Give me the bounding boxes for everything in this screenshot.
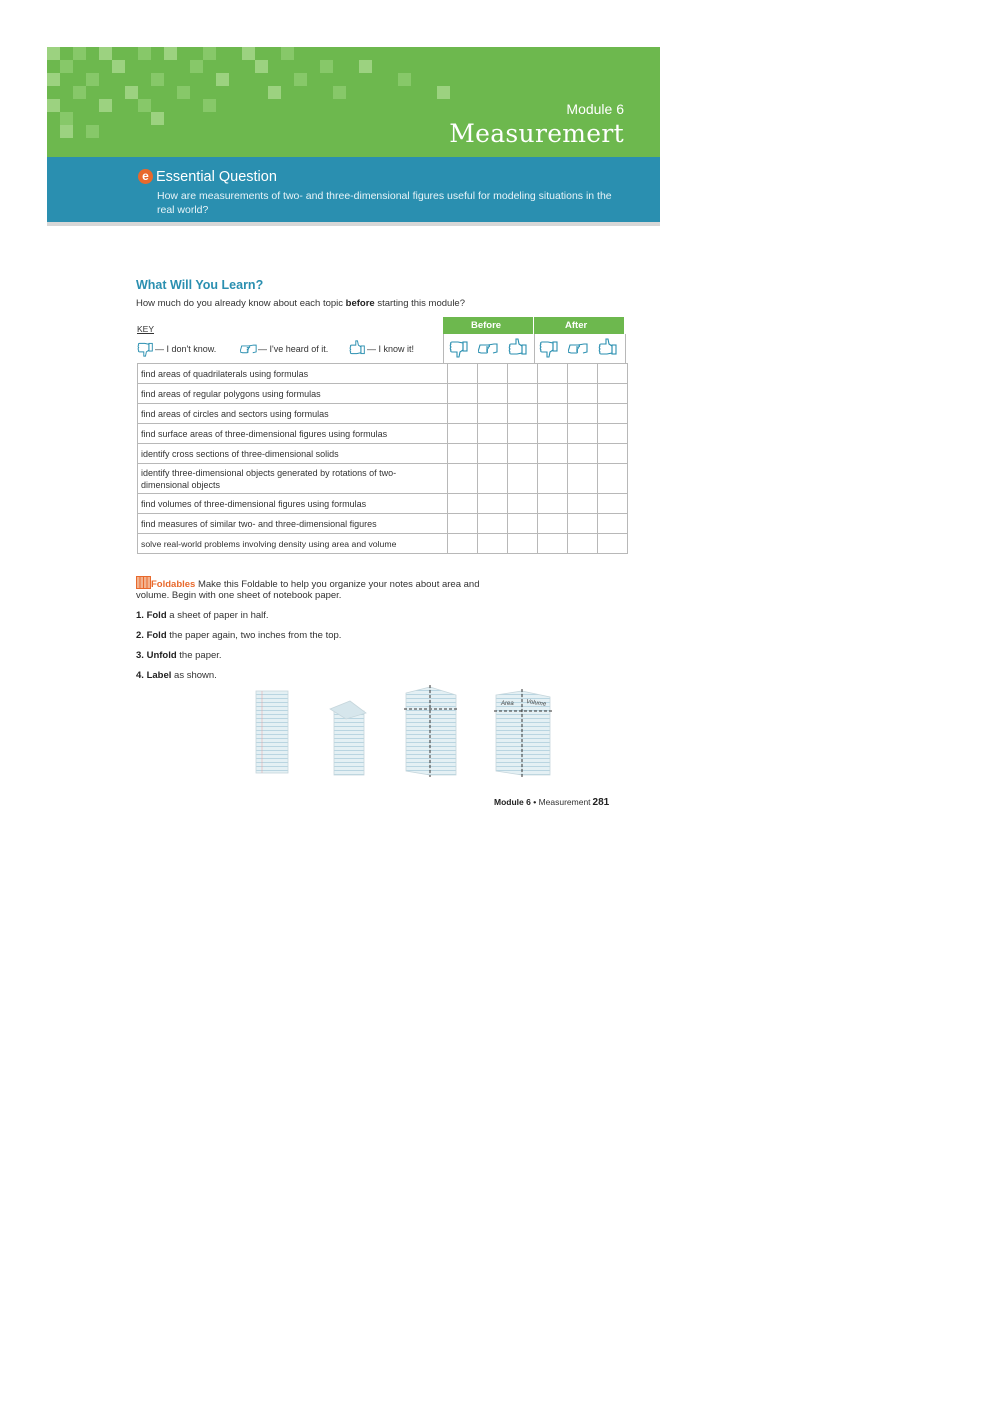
key-item-dont-know: — I don't know.	[137, 340, 216, 357]
thumbs-up-icon	[349, 340, 366, 357]
rating-cell[interactable]	[508, 444, 538, 464]
fold-step-4: 4. Label as shown.	[136, 670, 217, 681]
rating-cell[interactable]	[508, 514, 538, 534]
rating-cell[interactable]	[508, 384, 538, 404]
rating-cell[interactable]	[538, 404, 568, 424]
foldable-illustrations	[250, 683, 560, 783]
thumbs-down-icon	[137, 340, 154, 357]
rating-cell[interactable]	[508, 494, 538, 514]
rating-cell[interactable]	[598, 444, 628, 464]
rating-cell[interactable]	[478, 424, 508, 444]
volume-tab-label: Volume	[525, 699, 547, 708]
area-tab-label: Area	[501, 701, 514, 707]
key-label: KEY	[137, 324, 155, 334]
rating-cell[interactable]	[448, 404, 478, 424]
essential-question-text: How are measurements of two- and three-dimensional figures useful for modeling situations in the real world?	[157, 190, 612, 216]
rating-cell[interactable]	[478, 494, 508, 514]
rating-cell[interactable]	[448, 444, 478, 464]
rating-cell[interactable]	[598, 534, 628, 554]
fold-step-4-illustration	[494, 689, 552, 777]
table-row	[138, 494, 628, 514]
rating-cell[interactable]	[508, 404, 538, 424]
learn-intro: How much do you already know about each topic before starting this module?	[136, 298, 466, 309]
rating-cell[interactable]	[568, 534, 598, 554]
rating-cell[interactable]	[478, 444, 508, 464]
rating-cell[interactable]	[568, 364, 598, 384]
rating-cell[interactable]	[538, 514, 568, 534]
rating-cell[interactable]	[478, 534, 508, 554]
rating-cell[interactable]	[538, 494, 568, 514]
fold-step-1-illustration	[256, 691, 288, 773]
rating-cell[interactable]	[448, 424, 478, 444]
rating-cell[interactable]	[448, 384, 478, 404]
rating-cell[interactable]	[568, 464, 598, 494]
rating-cell[interactable]	[448, 464, 478, 494]
rating-cell[interactable]	[478, 404, 508, 424]
learn-heading: What Will You Learn?	[136, 278, 264, 292]
topic-cell: find volumes of three-dimensional figures using formulas	[138, 494, 448, 514]
rating-cell[interactable]	[538, 384, 568, 404]
rating-cell[interactable]	[448, 514, 478, 534]
rating-cell[interactable]	[568, 444, 598, 464]
rating-cell[interactable]	[598, 404, 628, 424]
module-banner	[47, 47, 660, 157]
rating-cell[interactable]	[478, 464, 508, 494]
rating-cell[interactable]	[568, 424, 598, 444]
rating-cell[interactable]	[538, 464, 568, 494]
foldables-intro: Foldables Make this Foldable to help you organize your notes about area and	[136, 576, 479, 590]
rating-header	[443, 317, 624, 334]
rating-cell[interactable]	[598, 514, 628, 534]
thumbs-down-icon	[449, 338, 469, 358]
topic-cell: identify three-dimensional objects generated by rotations of two-dimensional objects	[138, 464, 448, 494]
fold-step-1: 1. Fold a sheet of paper in half.	[136, 610, 269, 621]
essential-question-icon: e	[138, 169, 153, 184]
thumb-sideways-icon	[478, 338, 498, 358]
rating-cell[interactable]	[478, 364, 508, 384]
fold-step-2-illustration	[330, 701, 366, 775]
topic-cell: identify cross sections of three-dimensional solids	[138, 444, 448, 464]
topic-cell: find surface areas of three-dimensional figures using formulas	[138, 424, 448, 444]
topics-table	[137, 363, 628, 554]
table-row	[138, 424, 628, 444]
table-row	[138, 384, 628, 404]
rating-cell[interactable]	[538, 444, 568, 464]
rating-cell[interactable]	[448, 494, 478, 514]
rating-cell[interactable]	[478, 384, 508, 404]
table-row	[138, 444, 628, 464]
rating-icon-row	[443, 334, 626, 364]
rating-cell[interactable]	[508, 534, 538, 554]
table-row	[138, 534, 628, 554]
rating-cell[interactable]	[538, 424, 568, 444]
rating-cell[interactable]	[508, 364, 538, 384]
thumbs-down-icon	[539, 338, 559, 358]
topic-cell: solve real-world problems involving density using area and volume	[138, 534, 448, 554]
key-item-know-it: — I know it!	[349, 340, 414, 357]
fold-step-3-illustration	[404, 685, 458, 777]
topic-cell: find areas of circles and sectors using formulas	[138, 404, 448, 424]
rating-cell[interactable]	[598, 424, 628, 444]
rating-cell[interactable]	[568, 384, 598, 404]
thumb-sideways-icon	[568, 338, 588, 358]
module-title: Measuremert	[449, 119, 624, 148]
table-row	[138, 404, 628, 424]
table-row	[138, 464, 628, 494]
rating-cell[interactable]	[598, 364, 628, 384]
thumbs-up-icon	[508, 338, 528, 358]
foldables-book-icon	[136, 576, 151, 589]
rating-cell[interactable]	[568, 514, 598, 534]
module-label: Module 6	[566, 101, 624, 117]
after-label: After	[565, 320, 588, 331]
topic-cell: find areas of regular polygons using formulas	[138, 384, 448, 404]
rating-cell[interactable]	[568, 404, 598, 424]
thumb-sideways-icon	[240, 340, 257, 357]
rating-cell[interactable]	[538, 364, 568, 384]
foldables-word: Foldables	[151, 579, 196, 590]
page-footer: Module 6 • Measurement 281	[494, 797, 610, 808]
essential-question-box	[47, 157, 660, 222]
rating-cell[interactable]	[448, 364, 478, 384]
rating-cell[interactable]	[598, 464, 628, 494]
essential-question-title: Essential Question	[156, 169, 277, 185]
thumbs-up-icon	[598, 338, 618, 358]
key-item-heard-of: — I've heard of it.	[240, 340, 328, 357]
rating-cell[interactable]	[448, 534, 478, 554]
topic-cell: find measures of similar two- and three-dimensional figures	[138, 514, 448, 534]
topic-cell: find areas of quadrilaterals using formulas	[138, 364, 448, 384]
page-number: 281	[592, 797, 610, 808]
rating-cell[interactable]	[598, 384, 628, 404]
rating-cell[interactable]	[508, 424, 538, 444]
rating-cell[interactable]	[598, 494, 628, 514]
rating-cell[interactable]	[478, 514, 508, 534]
essential-question-shadow	[47, 222, 660, 226]
fold-step-3: 3. Unfold the paper.	[136, 650, 222, 661]
fold-step-2: 2. Fold the paper again, two inches from the top.	[136, 630, 342, 641]
rating-cell[interactable]	[508, 464, 538, 494]
rating-cell[interactable]	[538, 534, 568, 554]
before-label: Before	[471, 320, 502, 331]
table-row	[138, 364, 628, 384]
table-row	[138, 514, 628, 534]
rating-cell[interactable]	[568, 494, 598, 514]
foldables-intro-line2: volume. Begin with one sheet of notebook paper.	[136, 590, 342, 601]
